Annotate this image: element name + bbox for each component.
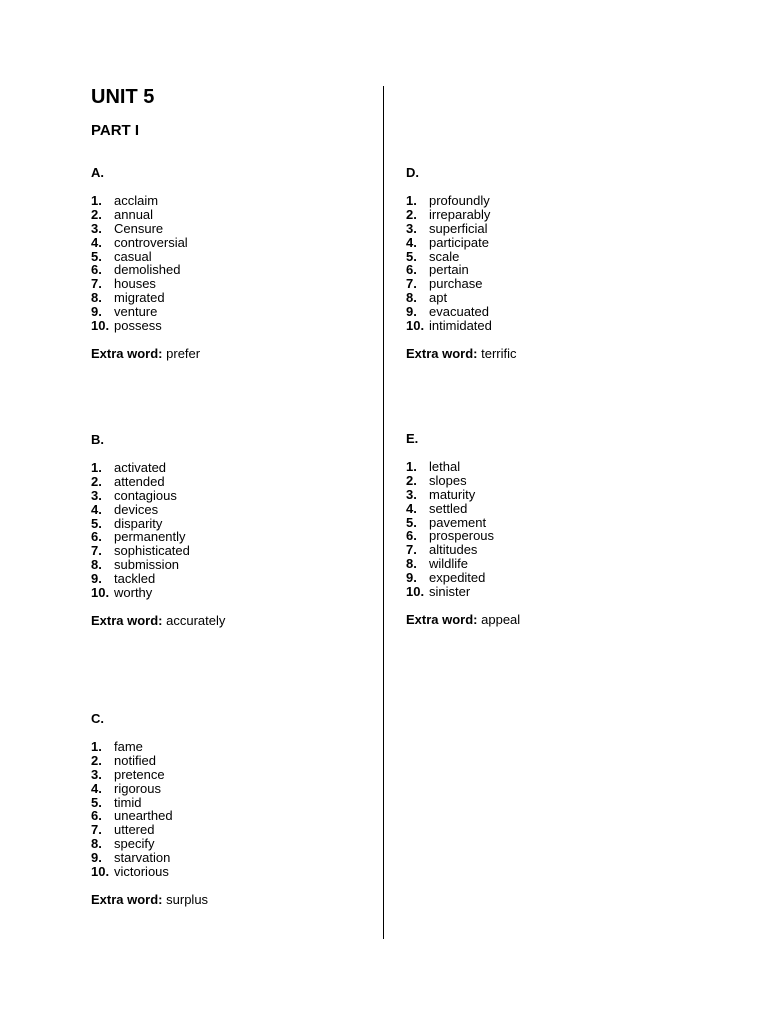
word-item xyxy=(91,837,208,851)
word-number: 6. xyxy=(91,262,102,278)
word-item xyxy=(406,516,520,530)
word-text: uttered xyxy=(114,822,155,838)
section-a xyxy=(91,166,200,361)
word-text: wildlife xyxy=(429,556,469,572)
word-text: activated xyxy=(114,460,167,475)
word-item xyxy=(406,460,520,474)
word-item xyxy=(91,277,200,291)
extra-word-value: prefer xyxy=(166,345,201,361)
section-b xyxy=(91,433,225,628)
word-number: 9. xyxy=(406,570,417,586)
word-number: 7. xyxy=(91,822,102,838)
word-number: 5. xyxy=(406,514,417,530)
word-list xyxy=(91,461,225,600)
word-text: controversial xyxy=(114,234,188,250)
section-title: B. xyxy=(91,432,104,447)
word-text: demolished xyxy=(114,262,181,278)
word-number: 4. xyxy=(406,500,417,516)
unit-title: UNIT 5 xyxy=(91,86,155,108)
word-item xyxy=(406,291,517,305)
word-text: apt xyxy=(429,290,448,306)
word-number: 3. xyxy=(91,220,102,236)
word-item xyxy=(406,502,520,516)
word-number: 8. xyxy=(406,290,417,306)
word-item xyxy=(406,529,520,543)
word-number: 9. xyxy=(91,571,102,587)
word-number: 7. xyxy=(91,543,102,559)
word-item xyxy=(91,544,225,558)
word-item xyxy=(91,263,200,277)
word-item xyxy=(91,572,225,586)
word-text: submission xyxy=(114,557,180,573)
word-number: 2. xyxy=(91,473,102,489)
word-number: 5. xyxy=(91,794,102,810)
word-text: profoundly xyxy=(429,193,490,208)
word-item xyxy=(406,263,517,277)
word-item xyxy=(406,222,517,236)
word-text: maturity xyxy=(429,486,476,502)
section-title: E. xyxy=(406,431,419,446)
word-number: 7. xyxy=(91,276,102,292)
word-text: pertain xyxy=(429,262,469,278)
word-item xyxy=(91,319,200,333)
word-text: possess xyxy=(114,318,162,334)
word-text: settled xyxy=(429,500,468,516)
extra-word-label: Extra word: xyxy=(406,611,478,627)
word-item xyxy=(91,740,208,754)
word-number: 8. xyxy=(406,556,417,572)
word-number: 1. xyxy=(91,739,102,754)
extra-word xyxy=(91,347,200,361)
word-item xyxy=(406,543,520,557)
word-number: 1. xyxy=(91,193,102,208)
word-item xyxy=(91,222,200,236)
word-number: 2. xyxy=(406,206,417,222)
word-number: 2. xyxy=(91,206,102,222)
word-item xyxy=(91,475,225,489)
word-number: 3. xyxy=(406,486,417,502)
extra-word-value: surplus xyxy=(166,891,209,907)
word-text: pretence xyxy=(114,766,165,782)
word-number: 9. xyxy=(91,304,102,320)
word-item xyxy=(91,865,208,879)
word-number: 2. xyxy=(91,752,102,768)
word-number: 4. xyxy=(406,234,417,250)
word-item xyxy=(406,208,517,222)
word-text: annual xyxy=(114,206,154,222)
section-c xyxy=(91,712,208,907)
word-text: Censure xyxy=(114,220,164,236)
word-text: lethal xyxy=(429,459,461,474)
word-number: 8. xyxy=(91,836,102,852)
part-title: PART I xyxy=(91,122,140,139)
word-item xyxy=(91,305,200,319)
word-item xyxy=(91,208,200,222)
word-text: altitudes xyxy=(429,542,478,558)
word-text: devices xyxy=(114,501,159,517)
word-item xyxy=(91,194,200,208)
word-list xyxy=(406,194,517,333)
word-item xyxy=(91,558,225,572)
word-item xyxy=(91,851,208,865)
word-number: 8. xyxy=(91,557,102,573)
word-list xyxy=(91,194,200,333)
word-number: 10. xyxy=(91,318,110,334)
word-number: 4. xyxy=(91,501,102,517)
word-number: 10. xyxy=(91,585,110,601)
word-number: 6. xyxy=(406,262,417,278)
word-text: worthy xyxy=(114,585,153,601)
word-number: 6. xyxy=(91,529,102,545)
word-item xyxy=(91,503,225,517)
word-text: houses xyxy=(114,276,156,292)
word-text: timid xyxy=(114,794,142,810)
word-number: 5. xyxy=(91,248,102,264)
word-number: 4. xyxy=(91,234,102,250)
word-text: migrated xyxy=(114,290,165,306)
word-item xyxy=(91,489,225,503)
word-number: 10. xyxy=(406,584,425,600)
word-item xyxy=(406,236,517,250)
word-text: permanently xyxy=(114,529,186,545)
word-item xyxy=(91,796,208,810)
extra-word-label: Extra word: xyxy=(91,345,163,361)
word-text: victorious xyxy=(114,864,169,880)
word-text: sinister xyxy=(429,584,471,600)
word-number: 1. xyxy=(91,460,102,475)
word-item xyxy=(91,809,208,823)
word-number: 6. xyxy=(406,528,417,544)
word-number: 6. xyxy=(91,808,102,824)
extra-word-value: appeal xyxy=(481,611,521,627)
word-number: 5. xyxy=(91,515,102,531)
word-text: intimidated xyxy=(429,318,492,334)
word-item xyxy=(406,488,520,502)
word-text: casual xyxy=(114,248,152,264)
word-number: 9. xyxy=(91,850,102,866)
word-number: 2. xyxy=(406,472,417,488)
word-number: 3. xyxy=(91,487,102,503)
extra-word-value: accurately xyxy=(166,612,226,628)
word-text: pavement xyxy=(429,514,487,530)
section-e xyxy=(406,432,520,627)
word-item xyxy=(91,782,208,796)
section-title: C. xyxy=(91,711,104,726)
word-number: 8. xyxy=(91,290,102,306)
word-number: 1. xyxy=(406,193,417,208)
section-title: A. xyxy=(91,165,104,180)
word-text: fame xyxy=(114,739,143,754)
word-item xyxy=(406,585,520,599)
word-text: sophisticated xyxy=(114,543,190,559)
word-list xyxy=(91,740,208,879)
word-text: venture xyxy=(114,304,158,320)
word-text: unearthed xyxy=(114,808,173,824)
word-number: 4. xyxy=(91,780,102,796)
extra-word-label: Extra word: xyxy=(91,891,163,907)
word-item xyxy=(91,754,208,768)
word-text: specify xyxy=(114,836,155,852)
word-text: disparity xyxy=(114,515,163,531)
word-item xyxy=(91,823,208,837)
word-item xyxy=(91,291,200,305)
word-number: 3. xyxy=(406,220,417,236)
word-item xyxy=(406,194,517,208)
word-text: starvation xyxy=(114,850,171,866)
word-item xyxy=(406,319,517,333)
word-number: 1. xyxy=(406,459,417,474)
extra-word-label: Extra word: xyxy=(91,612,163,628)
word-text: superficial xyxy=(429,220,488,236)
extra-word xyxy=(406,613,520,627)
word-item xyxy=(406,557,520,571)
word-text: rigorous xyxy=(114,780,161,796)
word-item xyxy=(406,571,520,585)
word-text: expedited xyxy=(429,570,486,586)
column-divider xyxy=(383,86,384,939)
word-text: participate xyxy=(429,234,489,250)
word-text: acclaim xyxy=(114,193,159,208)
word-text: prosperous xyxy=(429,528,495,544)
extra-word xyxy=(406,347,517,361)
extra-word-label: Extra word: xyxy=(406,345,478,361)
word-text: attended xyxy=(114,473,165,489)
word-number: 5. xyxy=(406,248,417,264)
word-text: slopes xyxy=(429,472,467,488)
extra-word xyxy=(91,614,225,628)
word-item xyxy=(406,250,517,264)
word-item xyxy=(406,277,517,291)
word-number: 10. xyxy=(91,864,110,880)
word-number: 7. xyxy=(406,276,417,292)
word-item xyxy=(91,586,225,600)
word-item xyxy=(91,530,225,544)
word-text: scale xyxy=(429,248,460,264)
word-text: irreparably xyxy=(429,206,491,222)
extra-word xyxy=(91,893,208,907)
word-number: 10. xyxy=(406,318,425,334)
section-d xyxy=(406,166,517,361)
word-number: 7. xyxy=(406,542,417,558)
section-title: D. xyxy=(406,165,419,180)
word-number: 9. xyxy=(406,304,417,320)
word-text: contagious xyxy=(114,487,177,503)
word-item xyxy=(91,236,200,250)
word-item xyxy=(406,305,517,319)
word-text: tackled xyxy=(114,571,156,587)
word-item xyxy=(406,474,520,488)
word-number: 3. xyxy=(91,766,102,782)
word-item xyxy=(91,768,208,782)
word-item xyxy=(91,250,200,264)
word-item xyxy=(91,461,225,475)
extra-word-value: terrific xyxy=(481,345,517,361)
word-text: notified xyxy=(114,752,156,768)
word-text: evacuated xyxy=(429,304,489,320)
word-list xyxy=(406,460,520,599)
word-text: purchase xyxy=(429,276,483,292)
word-item xyxy=(91,517,225,531)
